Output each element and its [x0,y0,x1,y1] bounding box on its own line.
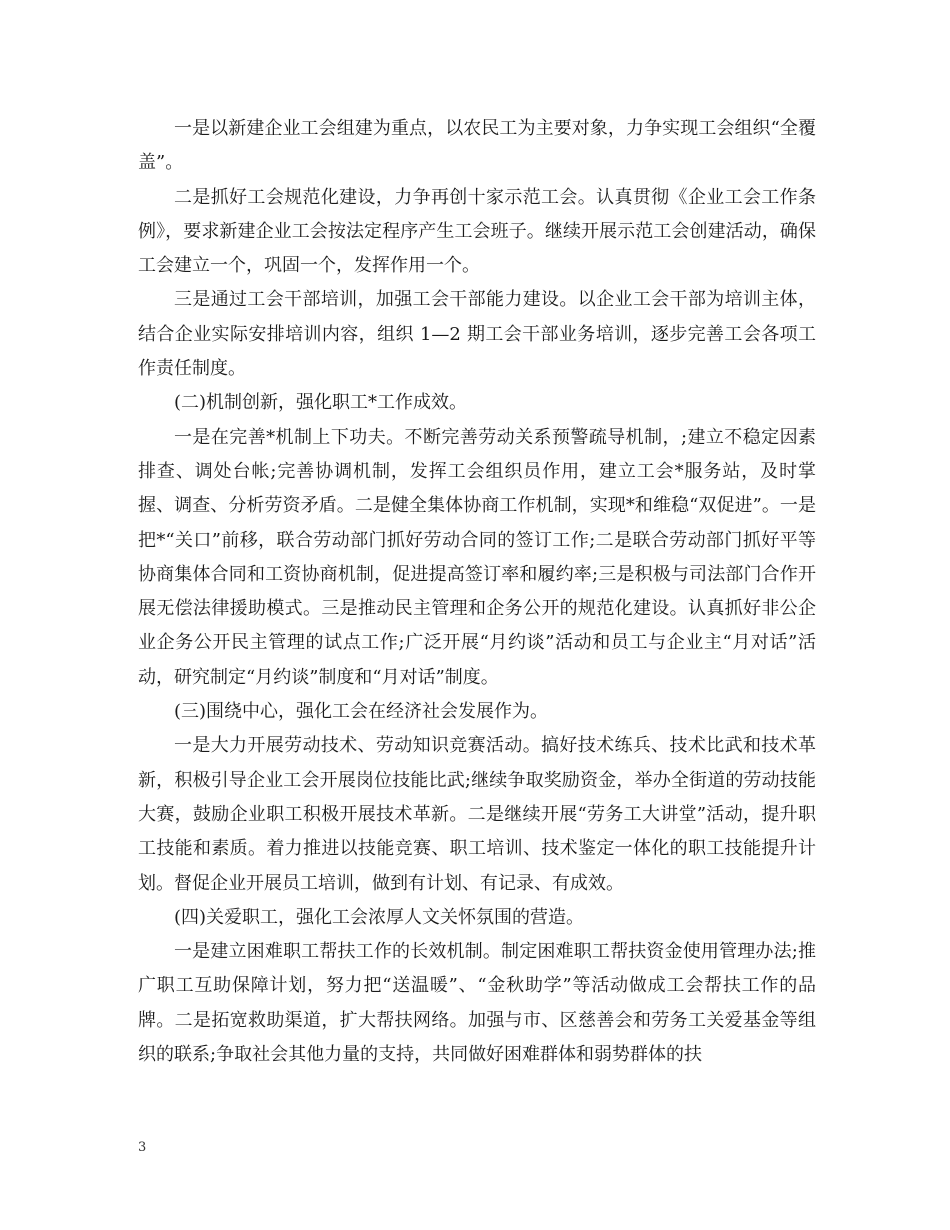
paragraph-2: 二是抓好工会规范化建设，力争再创十家示范工会。认真贯彻《企业工会工作条例》，要求新建企业工会按法定程序产生工会班子。继续开展示范工会创建活动，确保工会建立一个，巩固一个，发挥作用一个。 [138,186,816,277]
document-body [138,112,816,1072]
section-heading-2: (二)机制创新，强化职工*工作成效。 [174,392,468,414]
paragraph-3: 三是通过工会干部培训，加强工会干部能力建设。以企业工会干部为培训主体，结合企业实际安排培训内容，组织 1—2 期工会干部业务培训，逐步完善工会各项工作责任制度。 [138,289,816,380]
paragraph-5: 一是大力开展劳动技术、劳动知识竞赛活动。搞好技术练兵、技术比武和技术革新，积极引导企业工会开展岗位技能比武;继续争取奖励资金，举办全街道的劳动技能大赛，鼓励企业职工积极开展技术革新。二是继续开展“劳务工大讲堂”活动，提升职工技能和素质。着力推进以技能竞赛、职工培训、技术鉴定一体化的职工技能提升计划。督促企业开展员工培训，做到有计划、有记录、有成效。 [138,735,816,894]
section-heading-3: (三)围绕中心，强化工会在经济社会发展作为。 [174,701,549,723]
paragraph-6: 一是建立困难职工帮扶工作的长效机制。制定困难职工帮扶资金使用管理办法;推广职工互助保障计划，努力把“送温暖”、“金秋助学”等活动做成工会帮扶工作的品牌。二是拓宽救助渠道，扩大帮扶网络。加强与市、区慈善会和劳务工关爱基金等组织的联系;争取社会其他力量的支持，共同做好困难群体和弱势群体的扶 [138,941,816,1066]
paragraph-4: 一是在完善*机制上下功夫。不断完善劳动关系预警疏导机制，;建立不稳定因素排查、调处台帐;完善协调机制，发挥工会组织员作用，建立工会*服务站，及时掌握、调查、分析劳资矛盾。二是健全集体协商工作机制，实现*和维稳“双促进”。一是把*“关口”前移，联合劳动部门抓好劳动合同的签订工作;二是联合劳动部门抓好平等协商集体合同和工资协商机制，促进提高签订率和履约率;三是积极与司法部门合作开展无偿法律援助模式。三是推动民主管理和企务公开的规范化建设。认真抓好非公企业企务公开民主管理的试点工作;广泛开展“月约谈”活动和员工与企业主“月对话”活动，研究制定“月约谈”制度和“月对话”制度。 [138,426,816,688]
section-heading-4: (四)关爱职工，强化工会浓厚人文关怀氛围的营造。 [174,906,585,928]
page-number: 3 [138,1140,147,1155]
paragraph-1: 一是以新建企业工会组建为重点，以农民工为主要对象，力争实现工会组织“全覆盖”。 [138,118,816,174]
